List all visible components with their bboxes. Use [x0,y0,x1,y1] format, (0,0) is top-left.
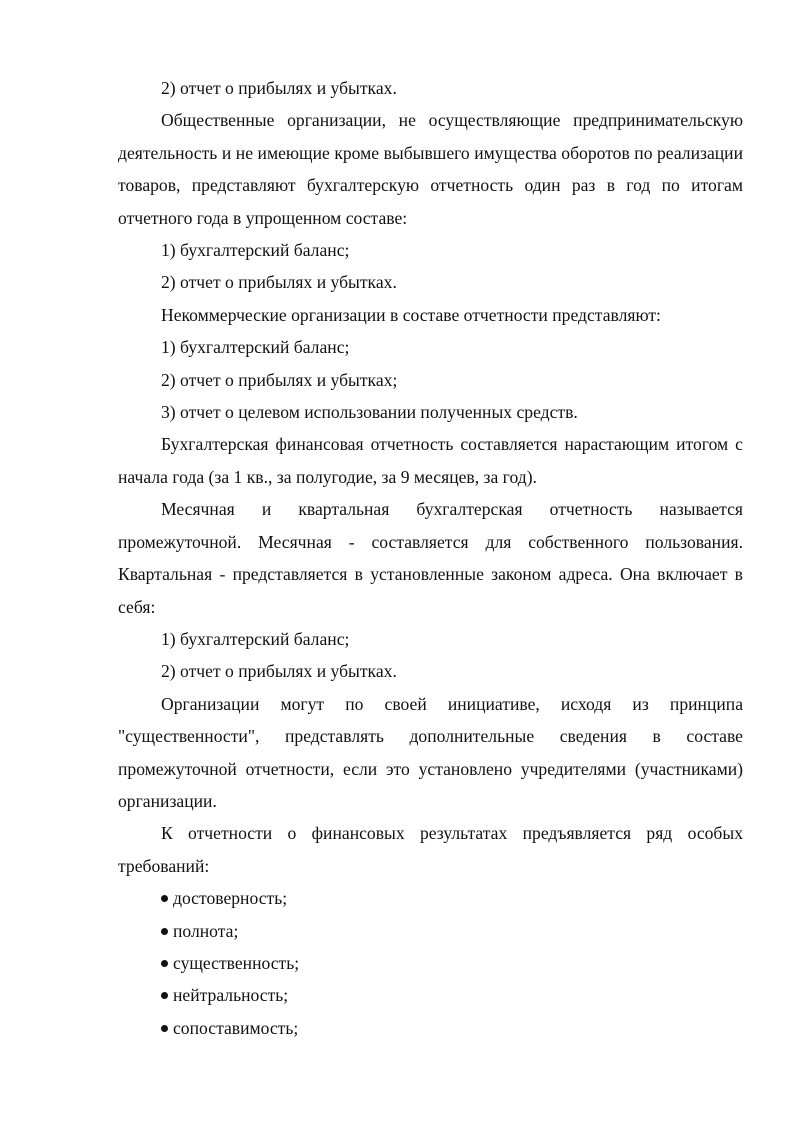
bullet-text: достоверность; [173,888,288,909]
list-item: 2) отчет о прибылях и убытках. [161,78,397,98]
bullet-icon [161,960,168,967]
list-item: 2) отчет о прибылях и убытках; [161,369,398,390]
bullet-text: полнота; [173,920,239,941]
bullet-text: сопоставимость; [173,1017,299,1038]
paragraph-materiality: Организации могут по своей инициативе, исходя из принципа "существенности", представлять дополнительные сведения в составе промежуточной отчетности, если это установлено учредителями (участниками) организации. [118,693,743,811]
list-item: 2) отчет о прибылях и убытках. [161,661,397,682]
bullet-item [118,1012,743,1044]
list-item: 2) отчет о прибылях и убытках. [161,272,397,293]
paragraph-public-organizations: Общественные организации, не осуществляющие предпринимательскую деятельность и не имеющие кроме выбывшего имущества оборотов по реализации товаров, представляют бухгалтерскую отчетность один раз в год по итогам отчетного года в упрощенном составе: [118,110,743,228]
paragraph-requirements: К отчетности о финансовых результатах предъявляется ряд особых требований: [118,823,743,876]
paragraph-cumulative-total: Бухгалтерская финансовая отчетность составляется нарастающим итогом с начала года (за 1 кв., за полугодие, за 9 месяцев, за год). [118,434,743,487]
bullet-icon [161,895,168,902]
bullet-item [118,915,743,947]
bullet-icon [161,992,168,999]
paragraph-non-commercial: Некоммерческие организации в составе отчетности представляют: [161,304,661,325]
list-item: 1) бухгалтерский баланс; [161,628,350,649]
bullet-icon [161,1025,168,1032]
bullet-text: нейтральность; [173,985,289,1006]
bullet-item [118,882,743,914]
list-item: 3) отчет о целевом использовании полученных средств. [161,402,578,423]
document-page [118,72,743,1044]
list-item: 1) бухгалтерский баланс; [161,337,350,358]
paragraph-interim-reporting: Месячная и квартальная бухгалтерская отчетность называется промежуточной. Месячная - составляется для собственного пользования. Квартальная - представляется в установленные законом адреса. Она включает в себя: [118,499,743,617]
bullet-text: существенность; [173,952,300,973]
bullet-item [118,947,743,979]
bullet-item [118,979,743,1011]
bullet-icon [161,928,168,935]
list-item: 1) бухгалтерский баланс; [161,240,350,261]
